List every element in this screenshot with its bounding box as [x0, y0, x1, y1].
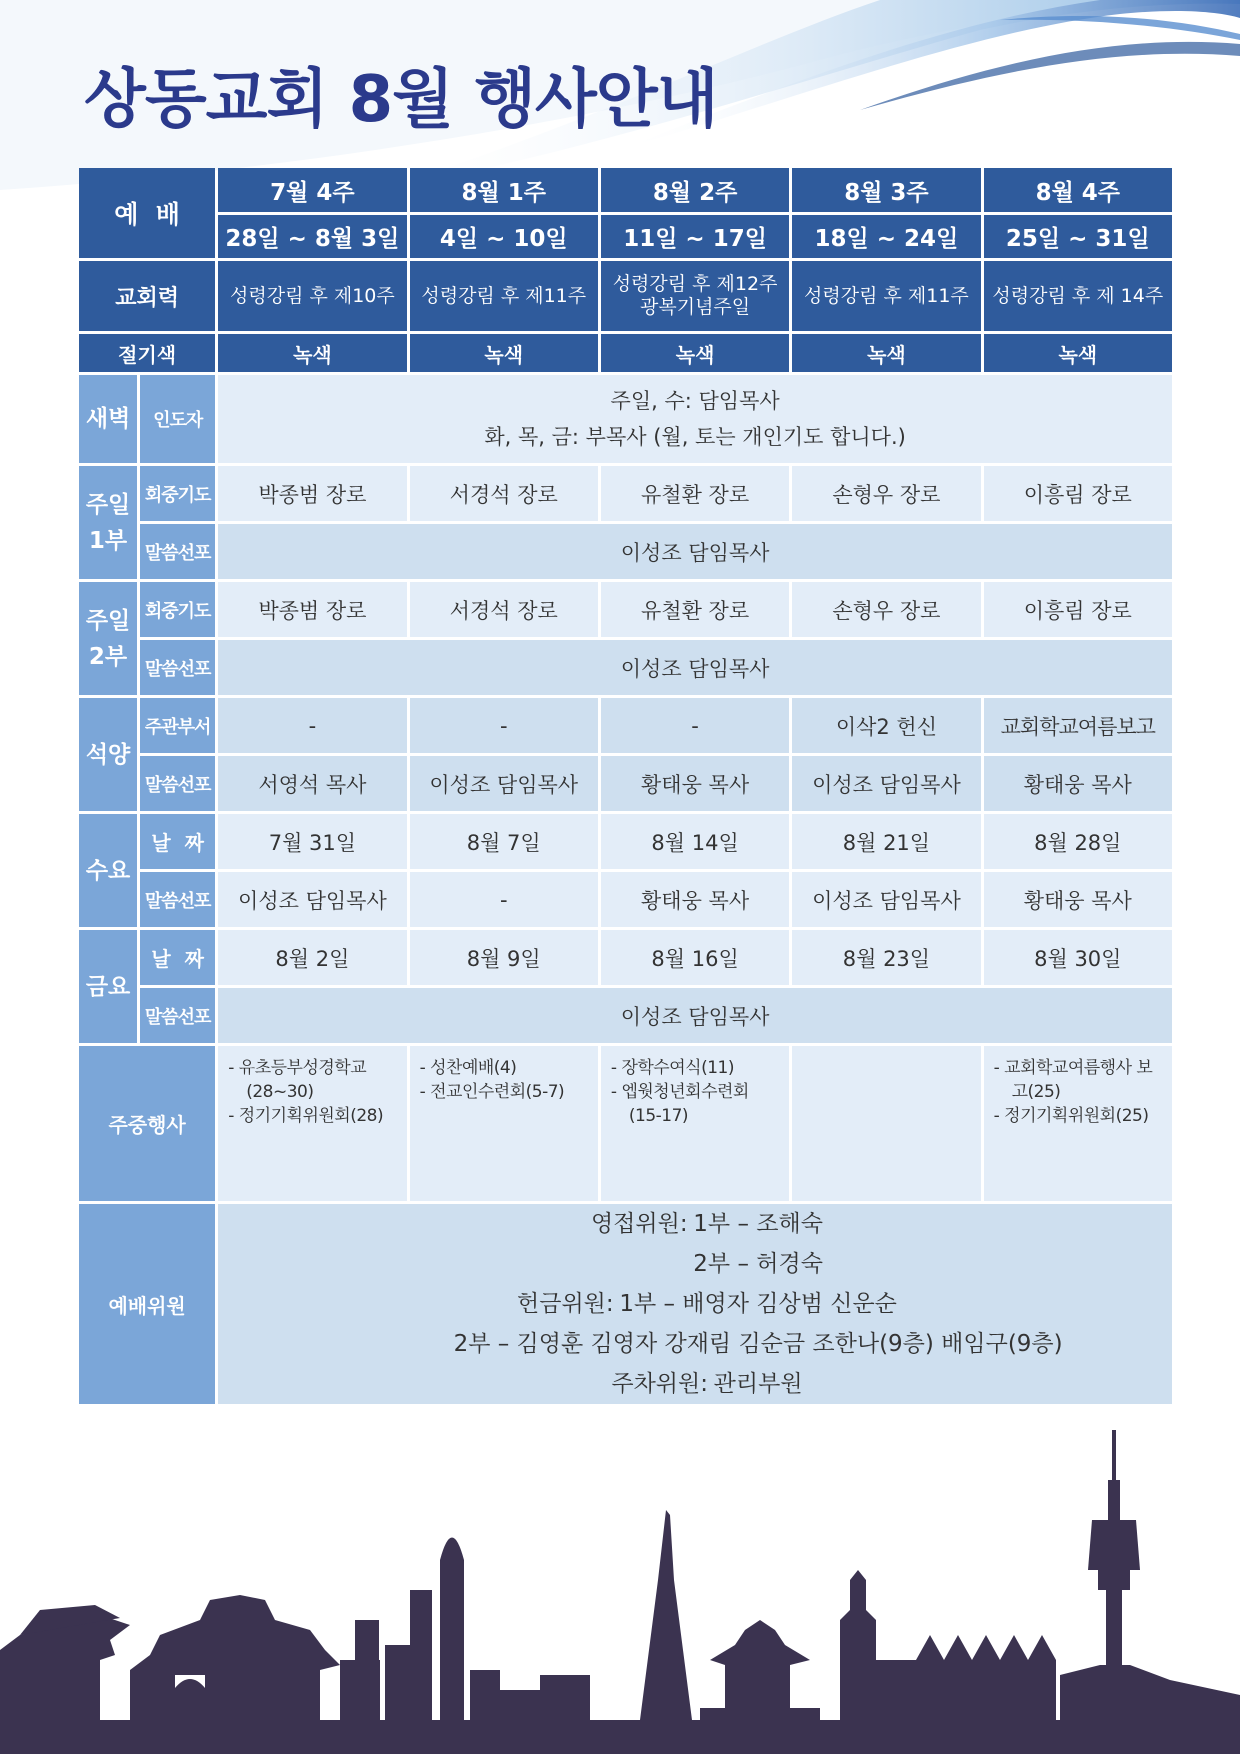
- staff-members: 2부 – 김영훈 김영자 강재림 김순금 조한나(9층) 배임구(9층): [453, 1331, 1063, 1357]
- prayer-leader: 유철환 장로: [601, 582, 789, 637]
- event-item: - 정기기획위원회(28): [228, 1104, 400, 1128]
- prayer-leader: 유철환 장로: [601, 466, 789, 521]
- week-date-range: 11일 ~ 17일: [601, 215, 789, 258]
- worship-header-label: 예 배: [79, 168, 215, 258]
- sermon-preacher: 이성조 담임목사: [218, 524, 1172, 579]
- church-calendar-cell: [218, 261, 406, 331]
- service-date: 8월 30일: [984, 930, 1172, 985]
- calendar-line: 성령강림 후 제12주: [612, 273, 778, 295]
- sermon-preacher: 서영석 목사: [218, 756, 406, 811]
- event-list: [984, 1056, 1172, 1128]
- liturgical-color-value: 녹색: [792, 334, 980, 372]
- friday-label: 금요: [79, 930, 137, 1043]
- sermon-preacher: 이성조 담임목사: [218, 872, 406, 927]
- weekly-events-cell: [792, 1046, 980, 1201]
- week-label: 8월 2주: [601, 168, 789, 212]
- service-date: 8월 16일: [601, 930, 789, 985]
- church-calendar-cell: [601, 261, 789, 331]
- liturgical-color-value: 녹색: [601, 334, 789, 372]
- service-date: 8월 28일: [984, 814, 1172, 869]
- week-date-range: 28일 ~ 8월 3일: [218, 215, 406, 258]
- staff-line: [218, 1204, 1172, 1244]
- sermon-preacher: 이성조 담임목사: [218, 988, 1172, 1043]
- sermon-label: 말씀선포: [140, 872, 215, 927]
- dawn-label: 새벽: [79, 375, 137, 463]
- service-date: 8월 21일: [792, 814, 980, 869]
- dawn-leader-label: 인도자: [140, 375, 215, 463]
- staff-members: 1부 – 배영자 김상범 신운순: [619, 1291, 897, 1317]
- week-date-range: 18일 ~ 24일: [792, 215, 980, 258]
- prayer-leader: 박종범 장로: [218, 582, 406, 637]
- event-list: [601, 1056, 789, 1128]
- prayer-leader: 서경석 장로: [410, 582, 598, 637]
- liturgical-color-value: 녹색: [410, 334, 598, 372]
- event-item: - 성찬예배(4): [420, 1056, 592, 1080]
- week-label: 7월 4주: [218, 168, 406, 212]
- label-line: 1부: [88, 527, 128, 554]
- staff-role: 주차위원:: [611, 1371, 708, 1397]
- weekly-events-cell: [984, 1046, 1172, 1201]
- staff-members: 1부 – 조해숙: [693, 1211, 823, 1237]
- week-label: 8월 3주: [792, 168, 980, 212]
- calendar-line: 성령강림 후 제11주: [804, 284, 969, 307]
- sermon-preacher: 이성조 담임목사: [792, 872, 980, 927]
- prayer-leader: 서경석 장로: [410, 466, 598, 521]
- event-item: - 장학수여식(11): [611, 1056, 783, 1080]
- host-dept: -: [218, 698, 406, 753]
- host-dept-label: 주관부서: [140, 698, 215, 753]
- weekly-events-cell: [410, 1046, 598, 1201]
- dawn-line: 주일, 수: 담임목사: [610, 389, 780, 413]
- event-item: - 교회학교여름행사 보고(25): [994, 1056, 1166, 1104]
- wednesday-label: 수요: [79, 814, 137, 927]
- host-dept: -: [410, 698, 598, 753]
- sermon-preacher: 이성조 담임목사: [792, 756, 980, 811]
- prayer-label: 회중기도: [140, 466, 215, 521]
- week-date-range: 4일 ~ 10일: [410, 215, 598, 258]
- week-label: 8월 1주: [410, 168, 598, 212]
- host-dept: 이삭2 헌신: [792, 698, 980, 753]
- week-label: 8월 4주: [984, 168, 1172, 212]
- label-line: 주일: [85, 491, 131, 518]
- church-calendar-cell: [984, 261, 1172, 331]
- staff-line: [218, 1364, 1172, 1404]
- label-line: 2부: [88, 643, 128, 670]
- liturgical-color-value: 녹색: [218, 334, 406, 372]
- staff-members: 2부 – 허경숙: [693, 1251, 823, 1277]
- service-date: 8월 23일: [792, 930, 980, 985]
- sermon-label: 말씀선포: [140, 756, 215, 811]
- staff-role: 영접위원:: [590, 1211, 688, 1237]
- sermon-preacher: 황태웅 목사: [984, 872, 1172, 927]
- worship-staff-cell: [218, 1204, 1172, 1404]
- prayer-leader: 손형우 장로: [792, 466, 980, 521]
- calendar-line: 성령강림 후 제11주: [421, 284, 587, 307]
- service-date: 8월 14일: [601, 814, 789, 869]
- prayer-leader: 이흥림 장로: [984, 582, 1172, 637]
- calendar-line: 성령강림 후 제10주: [230, 284, 395, 307]
- weekly-events-cell: [601, 1046, 789, 1201]
- date-label: 날 짜: [140, 814, 215, 869]
- prayer-leader: 손형우 장로: [792, 582, 980, 637]
- city-skyline-illustration: [0, 1420, 1240, 1754]
- staff-line: [218, 1324, 1172, 1364]
- staff-members: 관리부원: [713, 1371, 803, 1397]
- sermon-preacher: 이성조 담임목사: [218, 640, 1172, 695]
- prayer-label: 회중기도: [140, 582, 215, 637]
- event-item: - 엡웟청년회수련회 (15-17): [611, 1080, 783, 1128]
- calendar-line: 광복기념주일: [640, 296, 751, 318]
- worship-staff-label: 예배위원: [79, 1204, 215, 1404]
- service-date: 8월 7일: [410, 814, 598, 869]
- sermon-preacher: -: [410, 872, 598, 927]
- prayer-leader: 박종범 장로: [218, 466, 406, 521]
- event-list: [410, 1056, 598, 1104]
- event-item: - 전교인수련회(5-7): [420, 1080, 592, 1104]
- event-list: [218, 1056, 406, 1128]
- week-date-range: 25일 ~ 31일: [984, 215, 1172, 258]
- weekly-events-cell: [218, 1046, 406, 1201]
- date-label: 날 짜: [140, 930, 215, 985]
- sermon-label: 말씀선포: [140, 524, 215, 579]
- sermon-preacher: 이성조 담임목사: [410, 756, 598, 811]
- event-item: - 유초등부성경학교 (28~30): [228, 1056, 400, 1104]
- church-calendar-cell: [792, 261, 980, 331]
- sunday2-label: [79, 582, 137, 695]
- church-calendar-cell: [410, 261, 598, 331]
- service-date: 8월 9일: [410, 930, 598, 985]
- dawn-line: 화, 목, 금: 부목사 (월, 토는 개인기도 합니다.): [484, 425, 906, 449]
- church-calendar-label: 교회력: [79, 261, 215, 331]
- staff-line: [218, 1244, 1172, 1284]
- liturgical-color-label: 절기색: [79, 334, 215, 372]
- liturgical-color-value: 녹색: [984, 334, 1172, 372]
- sermon-label: 말씀선포: [140, 640, 215, 695]
- event-item: - 정기기획위원회(25): [994, 1104, 1166, 1128]
- page-title: 상동교회 8월 행사안내: [84, 63, 718, 137]
- sermon-label: 말씀선포: [140, 988, 215, 1043]
- sunday1-label: [79, 466, 137, 579]
- calendar-line: 성령강림 후 제 14주: [992, 284, 1164, 307]
- label-line: 주일: [85, 607, 131, 634]
- schedule-table: [76, 165, 1175, 1407]
- prayer-leader: 이흥림 장로: [984, 466, 1172, 521]
- staff-role: 헌금위원:: [517, 1291, 614, 1317]
- dawn-leader-note: [218, 375, 1172, 463]
- sermon-preacher: 황태웅 목사: [601, 872, 789, 927]
- sermon-preacher: 황태웅 목사: [984, 756, 1172, 811]
- host-dept: 교회학교여름보고: [984, 698, 1172, 753]
- host-dept: -: [601, 698, 789, 753]
- service-date: 7월 31일: [218, 814, 406, 869]
- service-date: 8월 2일: [218, 930, 406, 985]
- staff-line: [218, 1284, 1172, 1324]
- sermon-preacher: 황태웅 목사: [601, 756, 789, 811]
- weekly-events-label: 주중행사: [79, 1046, 215, 1201]
- evening-label: 석양: [79, 698, 137, 811]
